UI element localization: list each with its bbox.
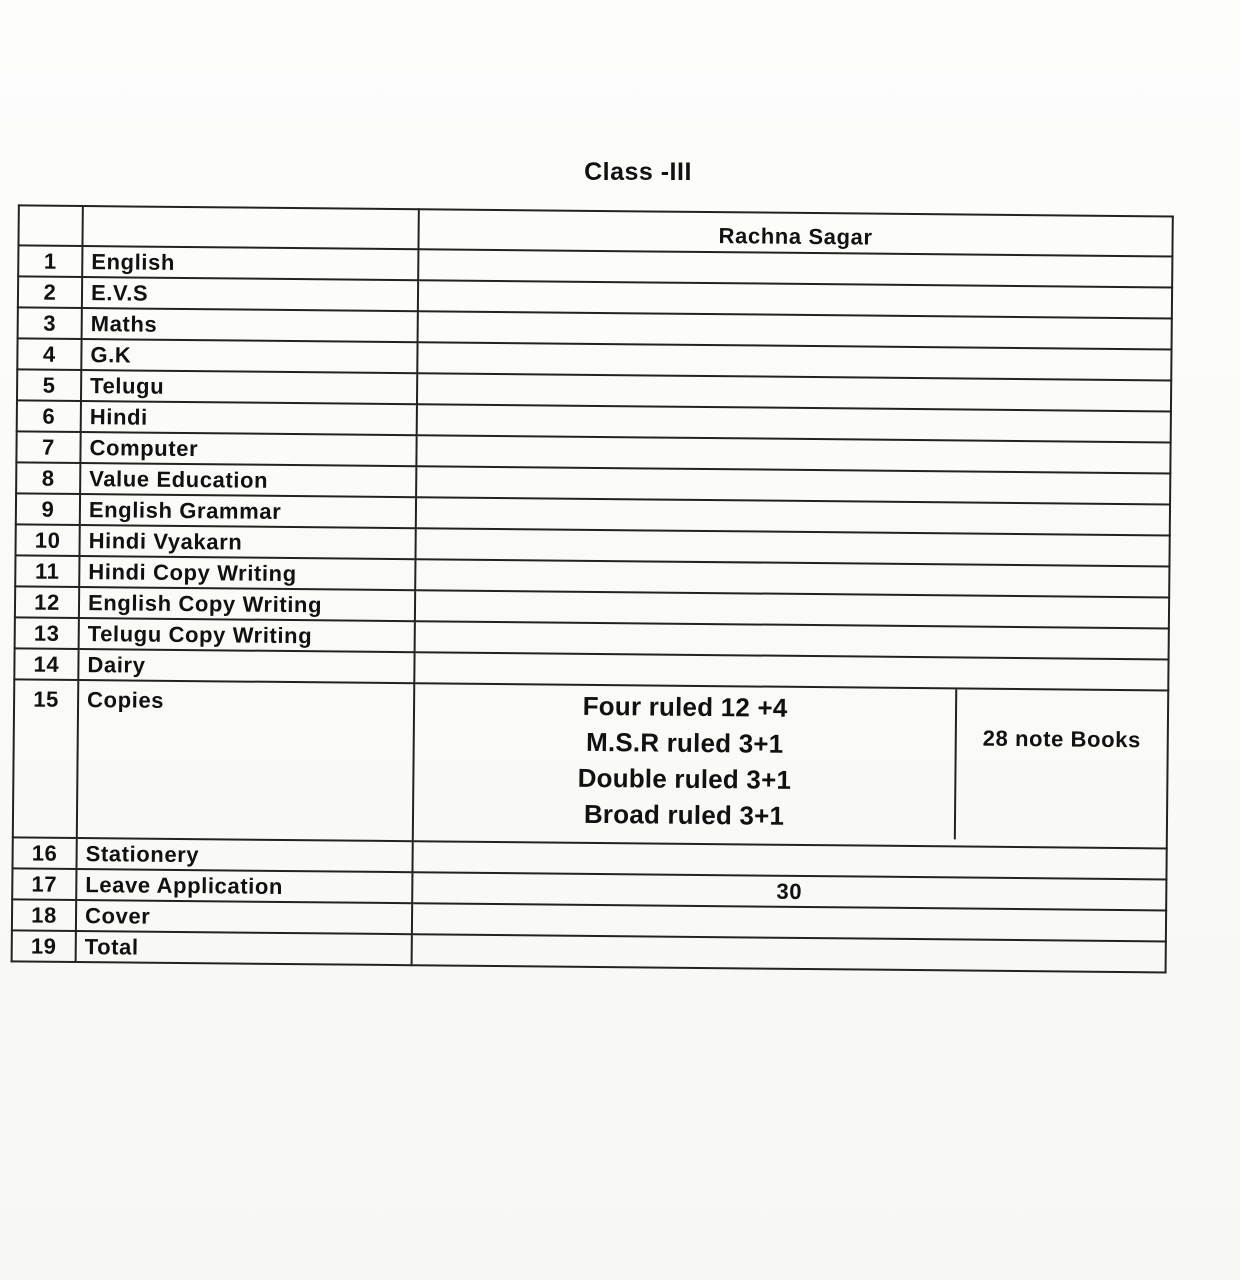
row-number: 13 <box>15 617 79 649</box>
book-list-sheet <box>4 204 1240 960</box>
row-number: 5 <box>17 369 81 401</box>
row-subject: English Grammar <box>80 494 416 528</box>
row-number: 19 <box>12 930 76 962</box>
row-subject: Computer <box>80 432 416 466</box>
row-value <box>412 934 1166 972</box>
row-number: 7 <box>16 431 80 463</box>
row-subject: English Copy Writing <box>79 587 415 621</box>
row-number: 10 <box>15 524 79 556</box>
row-subject: Telugu <box>81 370 417 404</box>
copies-item: Four ruled 12 +4 <box>582 690 788 723</box>
row-subject: Telugu Copy Writing <box>79 618 415 652</box>
row-subject: Hindi <box>81 401 417 435</box>
copies-list <box>414 684 955 839</box>
row-subject: Dairy <box>78 649 414 683</box>
row-subject: G.K <box>81 339 417 373</box>
copies-item: Broad ruled 3+1 <box>583 798 785 831</box>
subject-rows <box>14 245 1172 690</box>
row-number: 14 <box>14 648 78 680</box>
row-number: 2 <box>18 276 82 308</box>
book-list-table <box>11 204 1174 973</box>
row-subject: English <box>82 246 418 280</box>
row-subject: Hindi Vyakarn <box>79 525 415 559</box>
row-number: 15 <box>13 679 79 838</box>
row-number: 9 <box>16 493 80 525</box>
row-number: 8 <box>16 462 80 494</box>
row-subject: Maths <box>82 308 418 342</box>
row-subject: Stationery <box>76 838 412 872</box>
row-subject: E.V.S <box>82 277 418 311</box>
header-number-cell <box>18 205 82 246</box>
row-number: 4 <box>17 338 81 370</box>
row-number: 12 <box>15 586 79 618</box>
document-title: Class -III <box>584 158 692 186</box>
row-number: 6 <box>17 400 81 432</box>
copies-row <box>13 679 1168 848</box>
row-value: 30 <box>412 872 1166 910</box>
row-subject: Copies <box>77 680 415 841</box>
row-subject: Cover <box>76 900 412 934</box>
row-number: 11 <box>15 555 79 587</box>
row-number: 3 <box>18 307 82 339</box>
row-number: 1 <box>18 245 82 277</box>
copies-item: Double ruled 3+1 <box>577 762 792 795</box>
row-subject: Leave Application <box>76 869 412 903</box>
row-subject: Value Education <box>80 463 416 497</box>
header-publisher-cell: Rachna Sagar <box>418 209 1172 256</box>
row-subject: Hindi Copy Writing <box>79 556 415 590</box>
copies-item: M.S.R ruled 3+1 <box>585 726 784 759</box>
row-number: 18 <box>12 899 76 931</box>
row-number: 17 <box>12 868 76 900</box>
footer-rows <box>12 837 1167 972</box>
header-subject-cell <box>82 206 418 249</box>
row-subject: Total <box>76 931 412 965</box>
copies-detail-cell <box>413 683 1168 848</box>
copies-total: 28 note Books <box>954 689 1167 841</box>
row-number: 16 <box>12 837 76 869</box>
